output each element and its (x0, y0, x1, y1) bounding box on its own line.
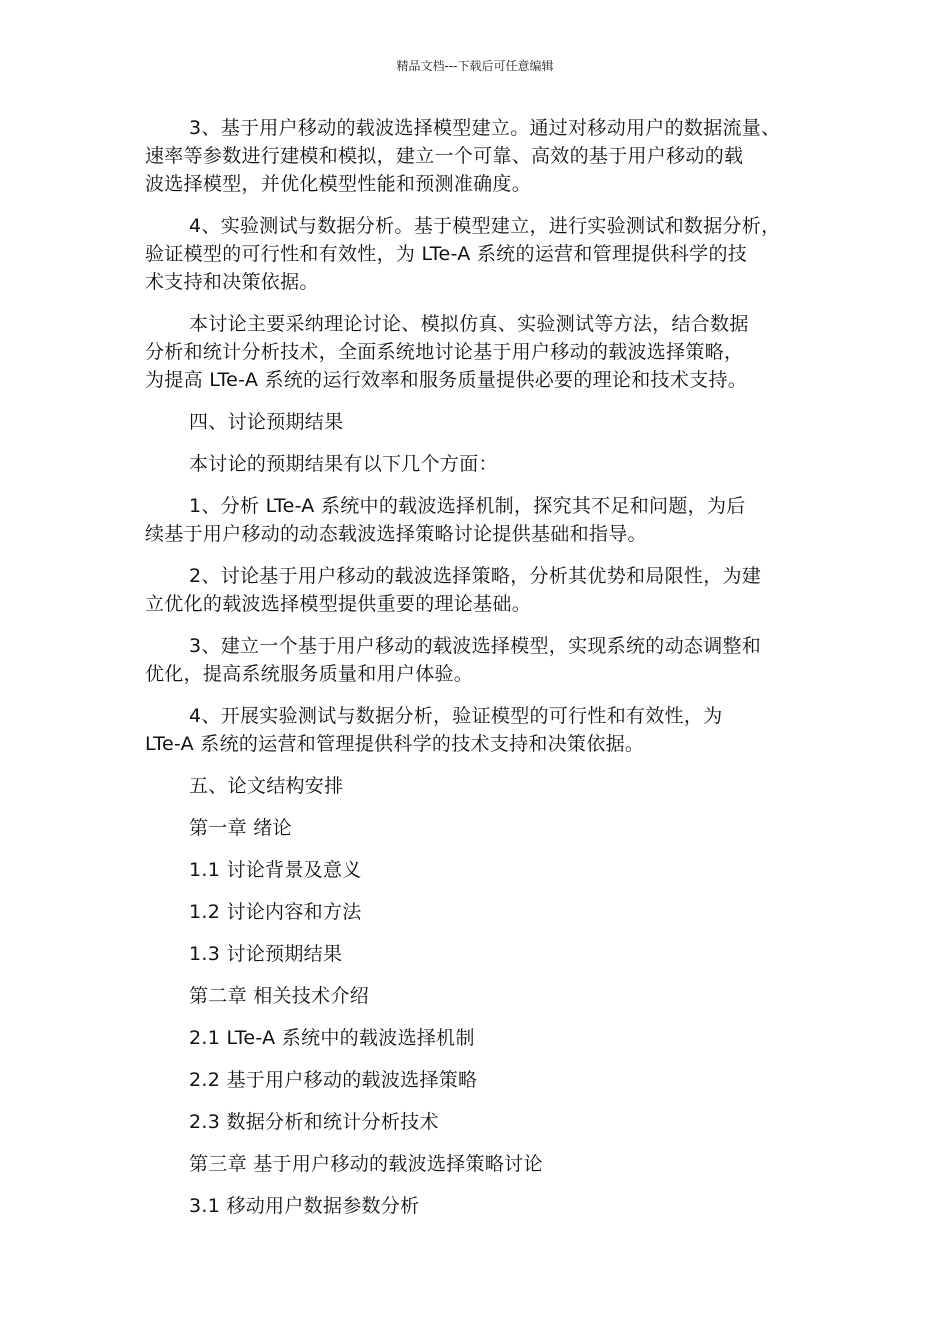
paragraph-method-3: 3、基于用户移动的载波选择模型建立。通过对移动用户的数据流量、 速率等参数进行建模和模拟，建立一个可靠、高效的基于用户移动的载 波选择模型，并优化模型性能和预测准确度。 (145, 117, 781, 195)
paragraph-expected-1: 1、分析 LTe-A 系统中的载波选择机制，探究其不足和问题，为后 续基于用户移动的动态载波选择策略讨论提供基础和指导。 (145, 495, 746, 545)
paragraph-method-4: 4、实验测试与数据分析。基于模型建立，进行实验测试和数据分析， 验证模型的可行性和有效性，为 LTe-A 系统的运营和管理提供科学的技 术支持和决策依据。 (145, 215, 781, 293)
outline-chapter-1: 第一章 绪论 (189, 817, 292, 839)
paragraph-expected-2: 2、讨论基于用户移动的载波选择策略，分析其优势和局限性，为建 立优化的载波选择模型提供重要的理论基础。 (145, 565, 762, 615)
outline-chapter-3: 第三章 基于用户移动的载波选择策略讨论 (189, 1153, 543, 1175)
section-heading-expected-results: 四、讨论预期结果 (189, 411, 344, 433)
page-header: 精品文档---下载后可任意编辑 (396, 59, 554, 73)
outline-item-1-3: 1.3 讨论预期结果 (189, 943, 343, 965)
document-body (145, 114, 810, 1234)
outline-item-2-1: 2.1 LTe-A 系统中的载波选择机制 (189, 1027, 475, 1049)
paragraph-expected-3: 3、建立一个基于用户移动的载波选择模型，实现系统的动态调整和 优化，提高系统服务质量和用户体验。 (145, 635, 762, 685)
paragraph-method-summary: 本讨论主要采纳理论讨论、模拟仿真、实验测试等方法，结合数据 分析和统计分析技术，全面系统地讨论基于用户移动的载波选择策略， 为提高 LTe-A 系统的运行效率和服务质量提供必要的理论和技术支持。 (145, 313, 749, 391)
outline-item-2-2: 2.2 基于用户移动的载波选择策略 (189, 1069, 478, 1091)
outline-item-1-2: 1.2 讨论内容和方法 (189, 901, 362, 923)
outline-item-3-1: 3.1 移动用户数据参数分析 (189, 1195, 420, 1217)
outline-item-2-3: 2.3 数据分析和统计分析技术 (189, 1111, 439, 1133)
paragraph-expected-4: 4、开展实验测试与数据分析，验证模型的可行性和有效性，为 LTe-A 系统的运营和管理提供科学的技术支持和决策依据。 (145, 705, 723, 755)
outline-chapter-2: 第二章 相关技术介绍 (189, 985, 370, 1007)
paragraph-expected-intro: 本讨论的预期结果有以下几个方面： (189, 453, 498, 475)
outline-item-1-1: 1.1 讨论背景及意义 (189, 859, 362, 881)
section-heading-structure: 五、论文结构安排 (189, 775, 344, 797)
